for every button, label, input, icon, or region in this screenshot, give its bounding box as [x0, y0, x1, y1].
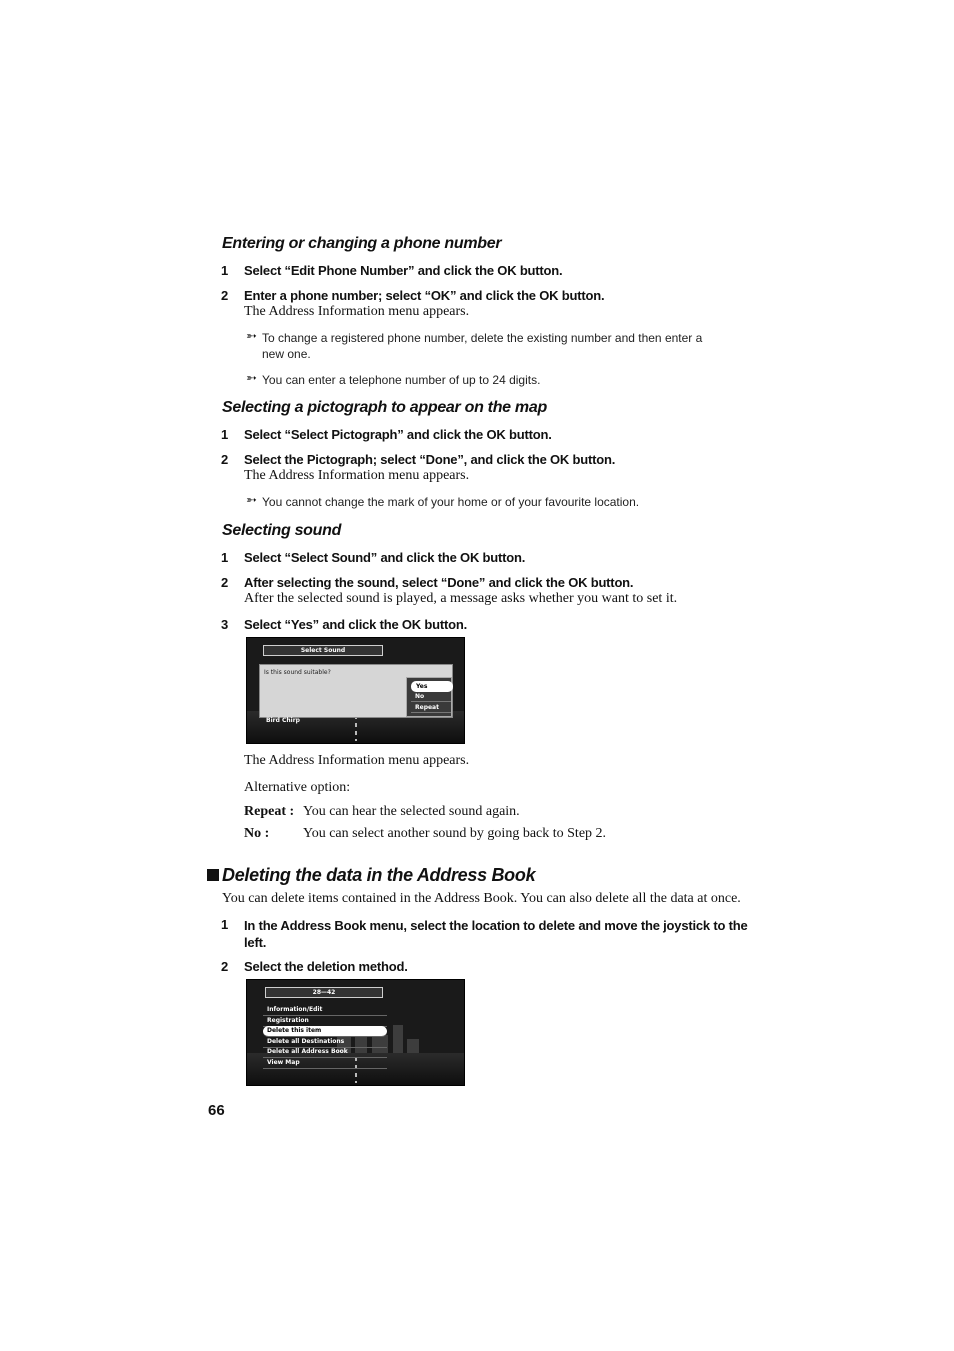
black-square-icon — [207, 869, 219, 881]
step-number: 1 — [221, 263, 229, 278]
menu-item-information-edit[interactable]: Information/Edit — [263, 1005, 387, 1016]
section-heading-pictograph: Selecting a pictograph to appear on the map — [222, 399, 547, 416]
section-heading-delete: Deleting the data in the Address Book — [222, 865, 536, 885]
step-instruction: Select “Edit Phone Number” and click the OK button. — [244, 263, 563, 278]
step-body-text: After the selected sound is played, a message asks whether you want to set it. — [244, 591, 678, 606]
arrow-note-icon: ➳ — [246, 493, 257, 508]
step-instruction: Select “Select Pictograph” and click the OK button. — [244, 427, 552, 442]
term-repeat: Repeat : — [244, 804, 295, 819]
note-line: new one. — [262, 347, 311, 361]
screenshot-delete-menu — [246, 979, 465, 1086]
step-number: 1 — [221, 917, 229, 932]
menu-item-delete-all-address-book[interactable]: Delete all Address Book — [263, 1047, 387, 1058]
step-instruction: After selecting the sound, select “Done” and click the OK button. — [244, 575, 634, 590]
arrow-note-icon: ➳ — [246, 329, 257, 344]
note-text — [262, 330, 702, 362]
sound-name: Bird Chirp — [266, 717, 300, 724]
step-number: 1 — [221, 427, 229, 442]
term-no-description: You can select another sound by going back to Step 2. — [303, 826, 607, 841]
dialog-question: Is this sound suitable? — [264, 669, 331, 676]
menu-item-delete-all-destinations[interactable]: Delete all Destinations — [263, 1037, 387, 1048]
term-repeat-description: You can hear the selected sound again. — [303, 804, 520, 819]
step-instruction: In the Address Book menu, select the location to delete and move the joystick to the left. — [244, 918, 748, 950]
section-intro: You can delete items contained in the Address Book. You can also delete all the data at once. — [222, 891, 741, 906]
step-instruction: Select the deletion method. — [244, 959, 408, 974]
confirm-dialog — [259, 664, 453, 718]
step-number: 2 — [221, 959, 229, 974]
screen-title: Select Sound — [263, 645, 383, 656]
page-number: 66 — [208, 1102, 225, 1119]
step-number: 2 — [221, 288, 229, 303]
lane-marking — [355, 715, 357, 741]
note-text: You can enter a telephone number of up to 24 digits. — [262, 373, 541, 387]
step-body-text: The Address Information menu appears. — [244, 304, 470, 319]
step-body-text: The Address Information menu appears. — [244, 468, 470, 483]
screen-title: 28—42 — [265, 987, 383, 998]
dialog-options — [406, 677, 452, 717]
menu-item-delete-this-item[interactable]: Delete this item — [263, 1026, 387, 1037]
screenshot-select-sound — [246, 637, 465, 744]
term-no: No : — [244, 826, 270, 841]
menu-item-registration[interactable]: Registration — [263, 1016, 387, 1027]
step-number: 2 — [221, 575, 229, 590]
option-no[interactable]: No — [411, 692, 451, 702]
option-repeat[interactable]: Repeat — [411, 703, 451, 713]
menu-item-view-map[interactable]: View Map — [263, 1058, 387, 1069]
arrow-note-icon: ➳ — [246, 371, 257, 386]
section-heading-sound: Selecting sound — [222, 522, 342, 539]
section-heading-phone: Entering or changing a phone number — [222, 235, 502, 252]
step-instruction: Select the Pictograph; select “Done”, and click the OK button. — [244, 452, 616, 467]
step-number: 2 — [221, 452, 229, 467]
step-number: 3 — [221, 617, 229, 632]
alternative-label: Alternative option: — [244, 780, 351, 795]
option-yes[interactable]: Yes — [411, 681, 453, 692]
step-instruction: Select “Select Sound” and click the OK button. — [244, 550, 526, 565]
result-text: The Address Information menu appears. — [244, 753, 470, 768]
step-instruction: Select “Yes” and click the OK button. — [244, 617, 468, 632]
step-instruction: Enter a phone number; select “OK” and click the OK button. — [244, 288, 605, 303]
note-line: To change a registered phone number, delete the existing number and then enter a — [262, 331, 703, 345]
note-text: You cannot change the mark of your home or of your favourite location. — [262, 495, 640, 509]
step-number: 1 — [221, 550, 229, 565]
